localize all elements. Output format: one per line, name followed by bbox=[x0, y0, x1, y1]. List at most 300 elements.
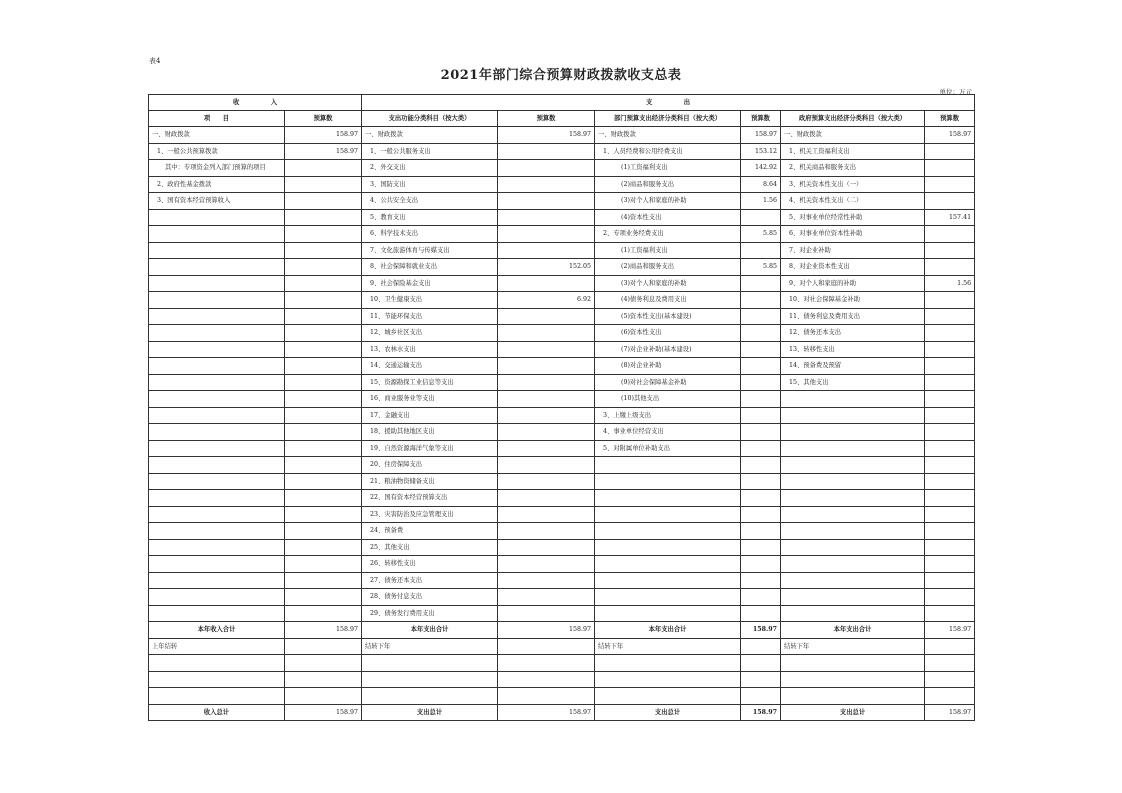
item-cell bbox=[149, 242, 285, 259]
item-cell: (5)资本性支出(基本建设) bbox=[595, 308, 741, 325]
budget-value-cell bbox=[741, 572, 781, 589]
item-cell bbox=[781, 539, 925, 556]
budget-value-cell bbox=[741, 341, 781, 358]
item-cell bbox=[595, 523, 741, 540]
item-cell: (1)工资福利支出 bbox=[595, 160, 741, 177]
item-cell bbox=[149, 572, 285, 589]
budget-value-cell bbox=[925, 605, 975, 622]
budget-value-cell bbox=[498, 341, 595, 358]
item-cell bbox=[781, 605, 925, 622]
col-item-header: 项 目 bbox=[149, 111, 285, 127]
budget-value-cell: 142.92 bbox=[741, 160, 781, 177]
budget-value-cell bbox=[741, 242, 781, 259]
table-row bbox=[149, 638, 975, 655]
col-budget-header: 预算数 bbox=[925, 111, 975, 127]
total-row bbox=[149, 704, 975, 721]
item-cell: 其中：专项资金列入部门预算的项目 bbox=[149, 160, 285, 177]
table-row bbox=[149, 176, 975, 193]
table-row bbox=[149, 143, 975, 160]
budget-value-cell bbox=[498, 589, 595, 606]
budget-value-cell bbox=[925, 358, 975, 375]
item-cell: 17、金融支出 bbox=[362, 407, 498, 424]
item-cell: 7、文化旅游体育与传媒支出 bbox=[362, 242, 498, 259]
table-row bbox=[149, 457, 975, 474]
budget-value-cell bbox=[741, 523, 781, 540]
item-cell: 3、国有资本经营预算收入 bbox=[149, 193, 285, 210]
item-cell: 4、机关资本性支出（二） bbox=[781, 193, 925, 210]
item-cell: 2、机关商品和服务支出 bbox=[781, 160, 925, 177]
item-cell bbox=[595, 655, 741, 672]
budget-value-cell bbox=[741, 655, 781, 672]
budget-value-cell bbox=[925, 655, 975, 672]
item-cell bbox=[149, 407, 285, 424]
item-cell: 5、对事业单位经常性补助 bbox=[781, 209, 925, 226]
item-cell bbox=[595, 457, 741, 474]
item-cell: 11、债务利息及费用支出 bbox=[781, 308, 925, 325]
item-cell: 5、对附属单位补助支出 bbox=[595, 440, 741, 457]
budget-value-cell bbox=[498, 143, 595, 160]
budget-value-cell bbox=[925, 407, 975, 424]
total-row bbox=[149, 622, 975, 639]
item-cell bbox=[781, 457, 925, 474]
item-cell bbox=[149, 341, 285, 358]
budget-value-cell: 153.12 bbox=[741, 143, 781, 160]
col-budget-header: 预算数 bbox=[498, 111, 595, 127]
budget-value-cell bbox=[498, 473, 595, 490]
budget-value-cell: 158.97 bbox=[285, 143, 362, 160]
budget-value-cell bbox=[741, 407, 781, 424]
budget-summary-table bbox=[148, 94, 975, 721]
item-cell: 支出总计 bbox=[362, 704, 498, 721]
item-cell bbox=[149, 325, 285, 342]
item-cell: 支出总计 bbox=[595, 704, 741, 721]
item-cell bbox=[149, 358, 285, 375]
budget-value-cell bbox=[285, 473, 362, 490]
table-row bbox=[149, 341, 975, 358]
item-cell: 3、机关资本性支出（一） bbox=[781, 176, 925, 193]
budget-value-cell: 158.97 bbox=[741, 622, 781, 639]
budget-value-cell bbox=[498, 556, 595, 573]
budget-value-cell: 158.97 bbox=[285, 127, 362, 144]
table-row bbox=[149, 688, 975, 705]
item-cell: 结转下年 bbox=[362, 638, 498, 655]
budget-value-cell bbox=[741, 440, 781, 457]
budget-value-cell bbox=[741, 539, 781, 556]
budget-value-cell bbox=[498, 275, 595, 292]
table-row bbox=[149, 407, 975, 424]
item-cell bbox=[362, 688, 498, 705]
item-cell: 5、教育支出 bbox=[362, 209, 498, 226]
budget-value-cell bbox=[285, 325, 362, 342]
item-cell bbox=[595, 605, 741, 622]
item-cell bbox=[781, 506, 925, 523]
budget-value-cell bbox=[285, 589, 362, 606]
item-cell: (3)对个人和家庭的补助 bbox=[595, 275, 741, 292]
item-cell bbox=[595, 539, 741, 556]
budget-value-cell bbox=[498, 325, 595, 342]
budget-value-cell bbox=[285, 424, 362, 441]
budget-value-cell bbox=[498, 391, 595, 408]
table-row bbox=[149, 473, 975, 490]
item-cell bbox=[149, 473, 285, 490]
budget-value-cell bbox=[498, 226, 595, 243]
budget-value-cell bbox=[925, 556, 975, 573]
budget-value-cell bbox=[925, 457, 975, 474]
item-cell bbox=[781, 572, 925, 589]
budget-value-cell bbox=[285, 407, 362, 424]
table-row bbox=[149, 160, 975, 177]
budget-value-cell bbox=[498, 193, 595, 210]
item-cell bbox=[149, 391, 285, 408]
unit-label: 单位：万元 bbox=[939, 88, 972, 96]
item-cell bbox=[595, 473, 741, 490]
budget-value-cell bbox=[925, 589, 975, 606]
item-cell: (6)资本性支出 bbox=[595, 325, 741, 342]
budget-value-cell: 6.92 bbox=[498, 292, 595, 309]
budget-value-cell bbox=[285, 226, 362, 243]
item-cell: (1)工资福利支出 bbox=[595, 242, 741, 259]
budget-value-cell bbox=[285, 275, 362, 292]
budget-value-cell bbox=[741, 308, 781, 325]
budget-value-cell bbox=[498, 209, 595, 226]
budget-value-cell bbox=[498, 308, 595, 325]
table-row bbox=[149, 424, 975, 441]
item-cell bbox=[149, 655, 285, 672]
budget-value-cell bbox=[925, 506, 975, 523]
budget-value-cell bbox=[498, 638, 595, 655]
item-cell bbox=[595, 572, 741, 589]
item-cell: 一、财政拨款 bbox=[595, 127, 741, 144]
budget-value-cell bbox=[498, 160, 595, 177]
item-cell: 11、节能环保支出 bbox=[362, 308, 498, 325]
item-cell: 3、国防支出 bbox=[362, 176, 498, 193]
budget-value-cell bbox=[498, 176, 595, 193]
col-func-header: 支出功能分类科目（按大类） bbox=[362, 111, 498, 127]
budget-value-cell bbox=[925, 572, 975, 589]
item-cell: 收入总计 bbox=[149, 704, 285, 721]
budget-value-cell bbox=[498, 655, 595, 672]
item-cell bbox=[149, 605, 285, 622]
item-cell bbox=[149, 424, 285, 441]
budget-value-cell bbox=[498, 671, 595, 688]
item-cell: 6、科学技术支出 bbox=[362, 226, 498, 243]
budget-value-cell bbox=[498, 539, 595, 556]
table-row bbox=[149, 242, 975, 259]
expense-header: 支 出 bbox=[362, 95, 975, 111]
budget-value-cell bbox=[285, 523, 362, 540]
item-cell: 20、住房保障支出 bbox=[362, 457, 498, 474]
item-cell: 一、财政拨款 bbox=[149, 127, 285, 144]
budget-value-cell bbox=[285, 242, 362, 259]
budget-value-cell bbox=[741, 506, 781, 523]
item-cell: (3)对个人和家庭的补助 bbox=[595, 193, 741, 210]
item-cell bbox=[595, 688, 741, 705]
budget-value-cell bbox=[741, 391, 781, 408]
item-cell bbox=[595, 671, 741, 688]
table-row bbox=[149, 127, 975, 144]
header-row-1 bbox=[149, 95, 975, 111]
table-row bbox=[149, 325, 975, 342]
table-row bbox=[149, 259, 975, 276]
budget-value-cell bbox=[741, 671, 781, 688]
budget-value-cell bbox=[925, 193, 975, 210]
budget-value-cell bbox=[741, 688, 781, 705]
item-cell: 15、资源勘探工业信息等支出 bbox=[362, 374, 498, 391]
table-row bbox=[149, 605, 975, 622]
item-cell: 9、社会保险基金支出 bbox=[362, 275, 498, 292]
item-cell: 6、对事业单位资本性补助 bbox=[781, 226, 925, 243]
budget-value-cell bbox=[285, 605, 362, 622]
budget-value-cell bbox=[925, 341, 975, 358]
table-row bbox=[149, 589, 975, 606]
item-cell bbox=[149, 292, 285, 309]
budget-value-cell bbox=[925, 292, 975, 309]
item-cell bbox=[781, 490, 925, 507]
budget-value-cell bbox=[498, 457, 595, 474]
budget-value-cell bbox=[741, 556, 781, 573]
item-cell bbox=[781, 688, 925, 705]
budget-value-cell: 152.05 bbox=[498, 259, 595, 276]
item-cell: 10、对社会保障基金补助 bbox=[781, 292, 925, 309]
budget-value-cell: 158.97 bbox=[285, 622, 362, 639]
item-cell bbox=[781, 391, 925, 408]
item-cell: 13、转移性支出 bbox=[781, 341, 925, 358]
header-row-2 bbox=[149, 111, 975, 127]
budget-value-cell bbox=[925, 440, 975, 457]
item-cell: 26、转移性支出 bbox=[362, 556, 498, 573]
budget-value-cell bbox=[498, 407, 595, 424]
budget-value-cell bbox=[741, 209, 781, 226]
table-row bbox=[149, 506, 975, 523]
budget-value-cell: 158.97 bbox=[498, 622, 595, 639]
table-row bbox=[149, 655, 975, 672]
budget-value-cell bbox=[285, 391, 362, 408]
budget-value-cell bbox=[285, 638, 362, 655]
item-cell: 8、对企业资本性支出 bbox=[781, 259, 925, 276]
item-cell: 本年支出合计 bbox=[362, 622, 498, 639]
table-row bbox=[149, 391, 975, 408]
item-cell bbox=[149, 374, 285, 391]
budget-value-cell bbox=[925, 176, 975, 193]
budget-value-cell bbox=[285, 490, 362, 507]
item-cell bbox=[149, 523, 285, 540]
item-cell bbox=[149, 556, 285, 573]
budget-value-cell: 158.97 bbox=[498, 704, 595, 721]
budget-value-cell bbox=[285, 556, 362, 573]
budget-value-cell bbox=[498, 358, 595, 375]
budget-value-cell bbox=[285, 209, 362, 226]
budget-value-cell bbox=[925, 391, 975, 408]
item-cell bbox=[149, 671, 285, 688]
budget-value-cell bbox=[741, 638, 781, 655]
item-cell: (10)其他支出 bbox=[595, 391, 741, 408]
item-cell bbox=[149, 259, 285, 276]
item-cell: 28、债务付息支出 bbox=[362, 589, 498, 606]
item-cell: 结转下年 bbox=[781, 638, 925, 655]
item-cell: 14、交通运输支出 bbox=[362, 358, 498, 375]
budget-value-cell bbox=[498, 242, 595, 259]
col-budget-header: 预算数 bbox=[741, 111, 781, 127]
item-cell: 18、援助其他地区支出 bbox=[362, 424, 498, 441]
item-cell: 12、债务还本支出 bbox=[781, 325, 925, 342]
item-cell bbox=[149, 226, 285, 243]
budget-value-cell bbox=[741, 292, 781, 309]
budget-value-cell bbox=[925, 242, 975, 259]
budget-value-cell bbox=[498, 605, 595, 622]
budget-value-cell bbox=[285, 655, 362, 672]
item-cell: 16、商业服务业等支出 bbox=[362, 391, 498, 408]
table-row bbox=[149, 226, 975, 243]
budget-value-cell bbox=[498, 374, 595, 391]
budget-value-cell: 158.97 bbox=[925, 622, 975, 639]
budget-value-cell bbox=[741, 490, 781, 507]
table-row bbox=[149, 539, 975, 556]
budget-value-cell bbox=[741, 424, 781, 441]
table-row bbox=[149, 275, 975, 292]
budget-value-cell bbox=[285, 160, 362, 177]
budget-value-cell bbox=[498, 523, 595, 540]
item-cell: (7)对企业补助(基本建设) bbox=[595, 341, 741, 358]
item-cell: 23、灾害防治及应急管理支出 bbox=[362, 506, 498, 523]
table-row bbox=[149, 292, 975, 309]
item-cell: 19、自然资源海洋气象等支出 bbox=[362, 440, 498, 457]
item-cell bbox=[595, 556, 741, 573]
item-cell: 本年支出合计 bbox=[781, 622, 925, 639]
col-dept-econ-header: 部门预算支出经济分类科目（按大类） bbox=[595, 111, 741, 127]
budget-value-cell bbox=[925, 688, 975, 705]
item-cell: 9、对个人和家庭的补助 bbox=[781, 275, 925, 292]
item-cell: 本年收入合计 bbox=[149, 622, 285, 639]
budget-value-cell bbox=[498, 506, 595, 523]
item-cell bbox=[362, 655, 498, 672]
item-cell bbox=[781, 407, 925, 424]
col-gov-econ-header: 政府预算支出经济分类科目（按大类） bbox=[781, 111, 925, 127]
item-cell: 7、对企业补助 bbox=[781, 242, 925, 259]
table-row bbox=[149, 671, 975, 688]
budget-value-cell bbox=[741, 473, 781, 490]
item-cell bbox=[781, 589, 925, 606]
budget-value-cell bbox=[741, 325, 781, 342]
item-cell: 1、一般公共预算拨款 bbox=[149, 143, 285, 160]
budget-value-cell: 1.56 bbox=[741, 193, 781, 210]
item-cell bbox=[149, 506, 285, 523]
col-budget-header: 预算数 bbox=[285, 111, 362, 127]
budget-value-cell bbox=[285, 341, 362, 358]
item-cell bbox=[149, 457, 285, 474]
budget-value-cell bbox=[285, 176, 362, 193]
item-cell: 2、专项业务经费支出 bbox=[595, 226, 741, 243]
item-cell: 3、上缴上级支出 bbox=[595, 407, 741, 424]
item-cell bbox=[149, 440, 285, 457]
budget-value-cell bbox=[285, 358, 362, 375]
item-cell: (8)对企业补助 bbox=[595, 358, 741, 375]
page-title: 2021年部门综合预算财政拨款收支总表 bbox=[440, 68, 682, 83]
item-cell bbox=[149, 589, 285, 606]
budget-value-cell bbox=[498, 688, 595, 705]
budget-value-cell bbox=[285, 506, 362, 523]
budget-value-cell bbox=[925, 424, 975, 441]
budget-value-cell: 158.97 bbox=[741, 704, 781, 721]
table-row bbox=[149, 374, 975, 391]
budget-value-cell bbox=[498, 440, 595, 457]
item-cell bbox=[781, 440, 925, 457]
item-cell bbox=[149, 275, 285, 292]
budget-value-cell bbox=[925, 308, 975, 325]
income-header: 收 入 bbox=[149, 95, 362, 111]
item-cell: 14、预备费及预留 bbox=[781, 358, 925, 375]
budget-value-cell bbox=[925, 638, 975, 655]
item-cell: (9)对社会保障基金补助 bbox=[595, 374, 741, 391]
budget-value-cell bbox=[925, 374, 975, 391]
budget-value-cell: 5.85 bbox=[741, 226, 781, 243]
budget-value-cell bbox=[285, 539, 362, 556]
item-cell: 4、公共安全支出 bbox=[362, 193, 498, 210]
item-cell bbox=[149, 308, 285, 325]
table-row bbox=[149, 523, 975, 540]
item-cell: 15、其他支出 bbox=[781, 374, 925, 391]
budget-value-cell bbox=[285, 457, 362, 474]
item-cell bbox=[149, 209, 285, 226]
item-cell bbox=[595, 589, 741, 606]
item-cell: 1、人员经费和公用经费支出 bbox=[595, 143, 741, 160]
budget-value-cell bbox=[498, 490, 595, 507]
item-cell: 2、外交支出 bbox=[362, 160, 498, 177]
item-cell: 上年结转 bbox=[149, 638, 285, 655]
budget-value-cell bbox=[741, 358, 781, 375]
table-row bbox=[149, 440, 975, 457]
budget-value-cell bbox=[741, 589, 781, 606]
table-row bbox=[149, 193, 975, 210]
budget-value-cell bbox=[741, 605, 781, 622]
table-row bbox=[149, 556, 975, 573]
budget-value-cell: 158.97 bbox=[741, 127, 781, 144]
item-cell: 24、预备费 bbox=[362, 523, 498, 540]
item-cell bbox=[595, 490, 741, 507]
item-cell: 8、社会保障和就业支出 bbox=[362, 259, 498, 276]
item-cell: 22、国有资本经营预算支出 bbox=[362, 490, 498, 507]
budget-value-cell bbox=[285, 374, 362, 391]
item-cell: 29、债务发行费用支出 bbox=[362, 605, 498, 622]
budget-value-cell: 158.97 bbox=[285, 704, 362, 721]
item-cell bbox=[781, 473, 925, 490]
item-cell bbox=[781, 424, 925, 441]
item-cell bbox=[149, 539, 285, 556]
budget-value-cell bbox=[925, 143, 975, 160]
budget-value-cell bbox=[925, 539, 975, 556]
item-cell: 本年支出合计 bbox=[595, 622, 741, 639]
item-cell: 一、财政拨款 bbox=[362, 127, 498, 144]
item-cell bbox=[781, 523, 925, 540]
item-cell: 1、机关工资福利支出 bbox=[781, 143, 925, 160]
item-cell: 10、卫生健康支出 bbox=[362, 292, 498, 309]
item-cell: 13、农林水支出 bbox=[362, 341, 498, 358]
budget-value-cell bbox=[925, 259, 975, 276]
budget-value-cell bbox=[285, 572, 362, 589]
budget-value-cell bbox=[285, 440, 362, 457]
item-cell: (2)商品和服务支出 bbox=[595, 176, 741, 193]
item-cell bbox=[362, 671, 498, 688]
budget-value-cell bbox=[925, 325, 975, 342]
budget-value-cell bbox=[498, 424, 595, 441]
item-cell: (4)债务利息及费用支出 bbox=[595, 292, 741, 309]
item-cell: (2)商品和服务支出 bbox=[595, 259, 741, 276]
budget-value-cell: 1.56 bbox=[925, 275, 975, 292]
item-cell: 21、粮油物资储备支出 bbox=[362, 473, 498, 490]
item-cell: 25、其他支出 bbox=[362, 539, 498, 556]
item-cell: 1、一般公共服务支出 bbox=[362, 143, 498, 160]
item-cell bbox=[149, 490, 285, 507]
budget-value-cell bbox=[925, 226, 975, 243]
